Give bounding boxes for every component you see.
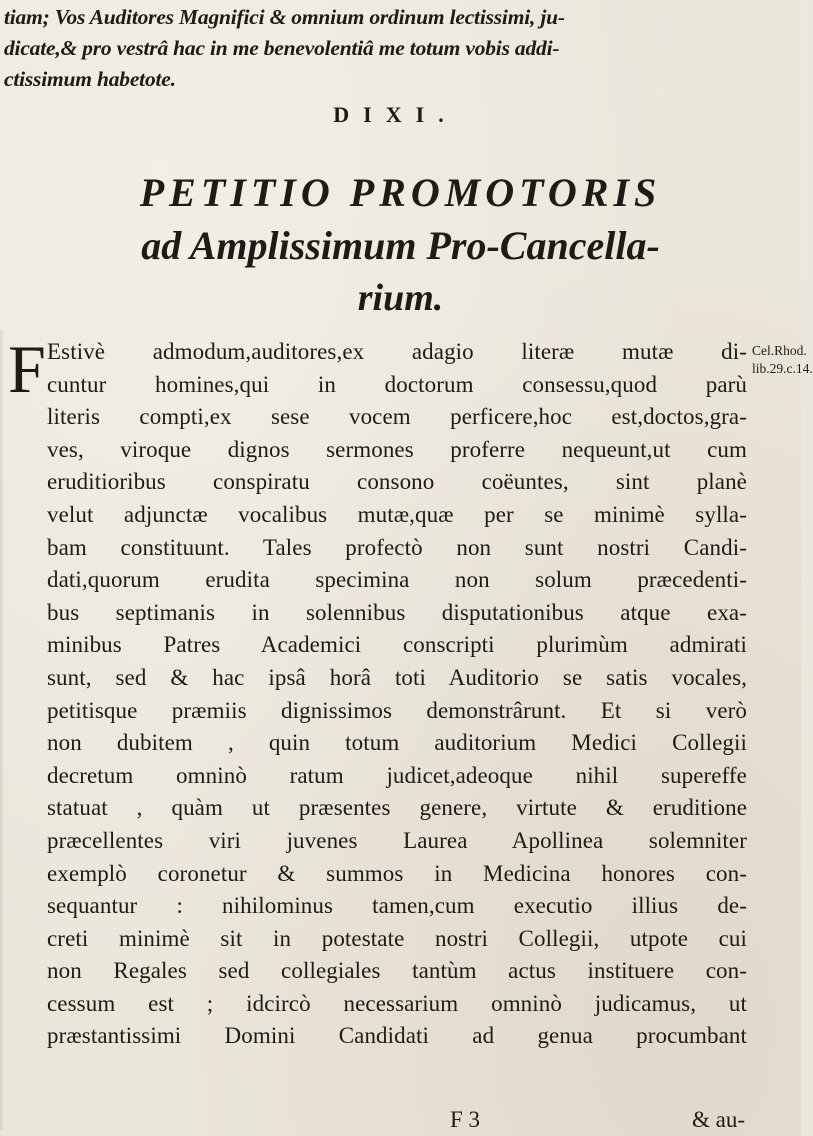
body-line: dati,quorum erudita specimina non solum præcedenti-	[47, 567, 747, 593]
dixi-heading: DIXI.	[333, 102, 458, 127]
section-title-line-1: PETITIO PROMOTORIS	[139, 170, 662, 215]
page-edge-shadow	[0, 330, 4, 1130]
section-title-line-2: ad Amplissimum Pro-Cancella-	[141, 223, 660, 268]
body-line: minibus Patres Academici conscripti plurimùm admirati	[47, 632, 747, 658]
body-line: bus septimanis in solennibus disputationibus atque exa-	[47, 599, 747, 625]
body-line: cuntur homines,qui in doctorum consessu,quod parù	[47, 371, 747, 397]
body-line: non dubitem , quin totum auditorium Medici Collegii	[47, 730, 747, 756]
body-line: exemplò coronetur & summos in Medicina honores con-	[47, 860, 747, 886]
body-line: cessum est ; idcircò necessarium omninò judicamus, ut	[47, 990, 747, 1016]
intro-line: dicate,& pro vestrâ hac in me benevolentiâ me totum vobis addi-	[4, 36, 560, 60]
body-line: eruditioribus conspiratu consono coëuntes, sint planè	[47, 469, 747, 495]
signature-mark: F 3	[450, 1107, 481, 1132]
body-line: decretum omninò ratum judicet,adeoque nihil supereffe	[47, 762, 747, 788]
intro-line: ctissimum habetote.	[4, 67, 176, 91]
body-line: statuat , quàm ut præsentes genere, virtute & eruditione	[47, 795, 747, 821]
body-line: præstantissimi Domini Candidati ad genua procumbant	[47, 1023, 747, 1049]
page-footer	[47, 1104, 747, 1136]
body-line: ves, viroque dignos sermones proferre nequeunt,ut cum	[47, 436, 747, 462]
intro-paragraph	[4, 2, 794, 95]
body-line: non Regales sed collegiales tantùm actus instituere con-	[47, 958, 747, 984]
body-line: creti minimè sit in potestate nostri Collegii, utpote cui	[47, 925, 747, 951]
body-line: præcellentes viri juvenes Laurea Apollinea solemniter	[47, 827, 747, 853]
body-line: velut adjunctæ vocalibus mutæ,quæ per se minimè sylla-	[47, 501, 747, 527]
body-line: sunt, sed & hac ipsâ horâ toti Auditorio se satis vocales,	[47, 664, 747, 690]
marginal-note	[752, 342, 813, 378]
marginal-note-line: Cel.Rhod.	[752, 343, 807, 358]
body-line: literis compti,ex sese vocem perficere,hoc est,doctos,gra-	[47, 404, 747, 430]
body-line: petitisque præmiis dignissimos demonstrârunt. Et si verò	[47, 697, 747, 723]
catchword: & au-	[691, 1107, 745, 1132]
body-line: Estivè admodum,auditores,ex adagio literæ mutæ di-	[47, 339, 747, 364]
body-line: sequantur : nihilominus tamen,cum executio illius de-	[47, 893, 747, 919]
body-text	[47, 336, 747, 1053]
marginal-note-line: lib.29.c.14.	[752, 361, 813, 376]
drop-cap-initial: F	[8, 331, 46, 407]
intro-line: tiam; Vos Auditores Magnifici & omnium ordinum lectissimi, ju-	[4, 5, 565, 29]
section-title-line-3: rium.	[357, 277, 444, 319]
body-line: bam constituunt. Tales profectò non sunt nostri Candi-	[47, 534, 747, 560]
